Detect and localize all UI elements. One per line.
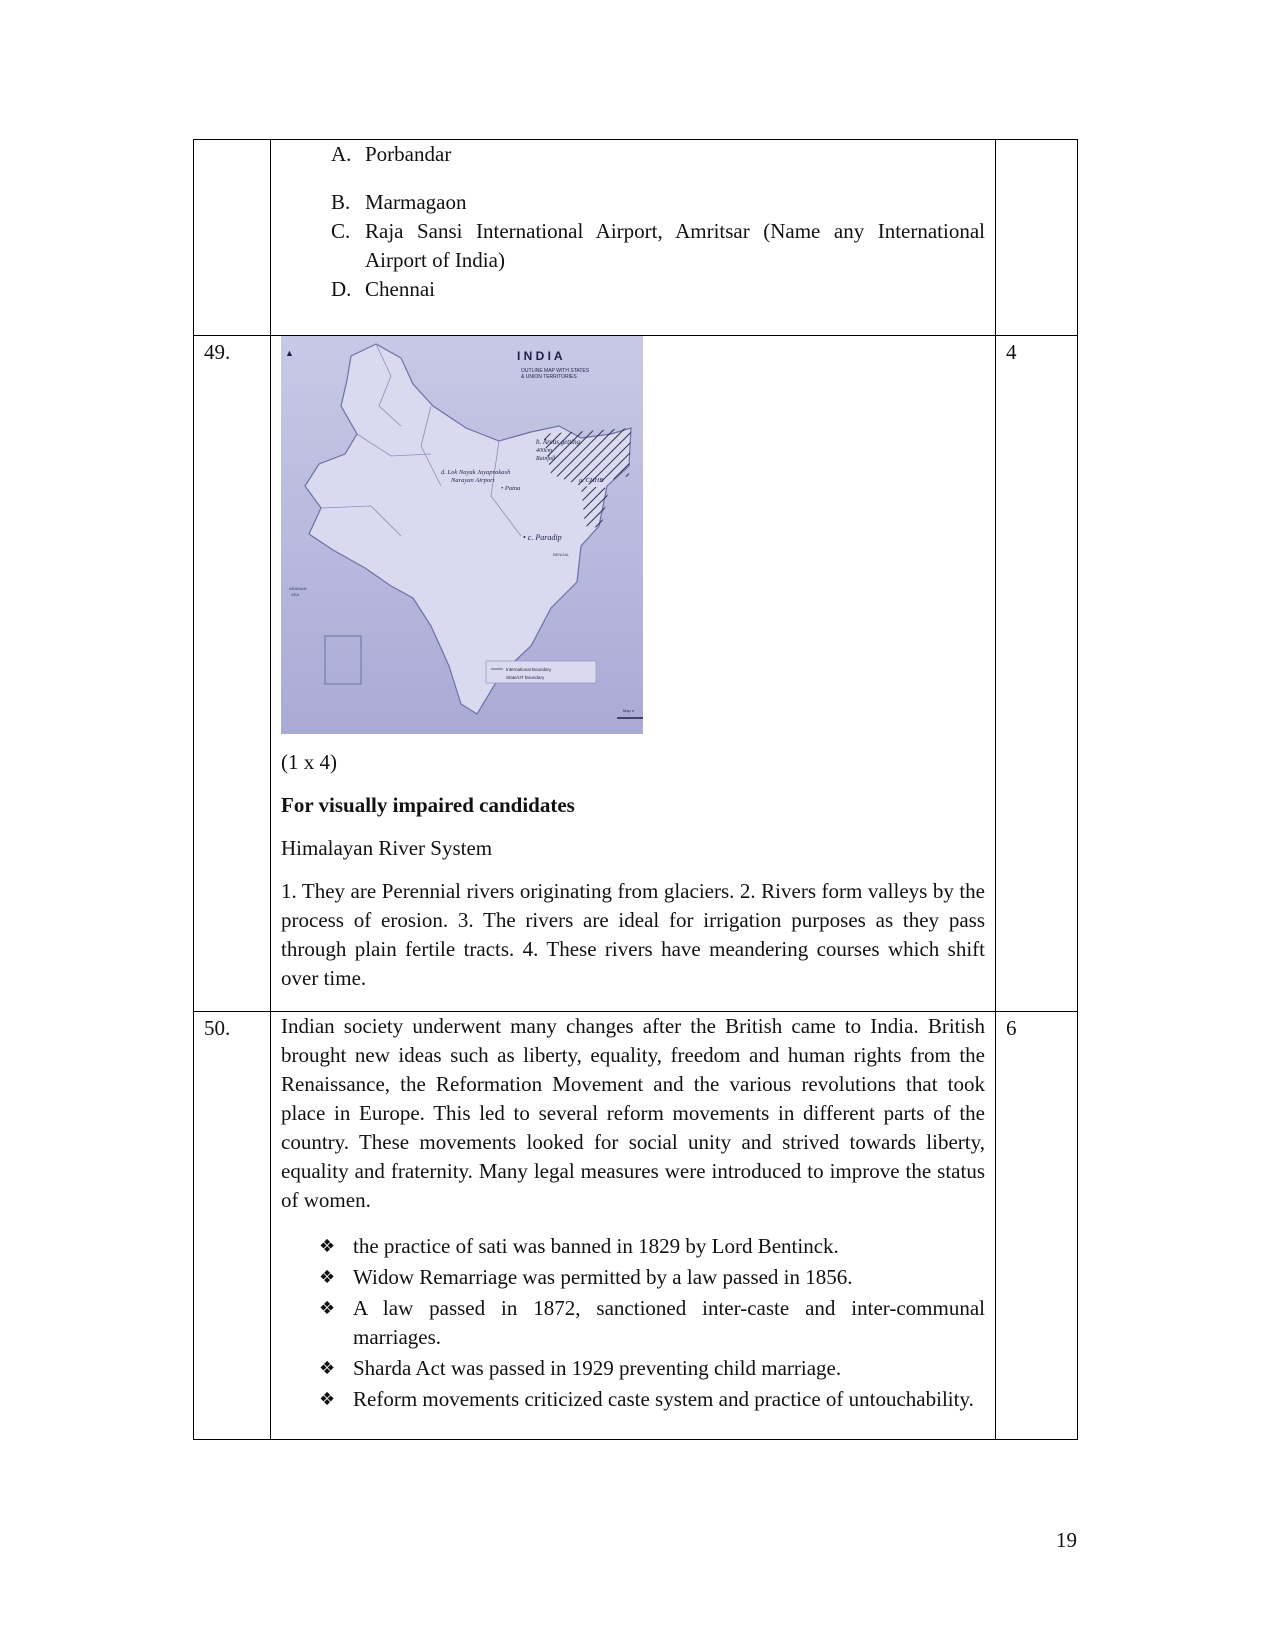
table-row — [194, 140, 1078, 336]
north-arrow-icon: ▲ — [285, 348, 294, 358]
table-row — [194, 1012, 1078, 1440]
list-item: ❖ Sharda Act was passed in 1929 preventing child marriage. — [319, 1356, 842, 1380]
list-item: D. Chennai — [331, 277, 435, 301]
marks: 4 — [996, 336, 1078, 1012]
table-row — [194, 336, 1078, 1012]
svg-text:& UNION TERRITORIES: & UNION TERRITORIES — [521, 374, 577, 380]
list-item: ❖ the practice of sati was banned in 1829 by Lord Bentinck. — [319, 1234, 839, 1258]
vi-heading: For visually impaired candidates — [281, 793, 575, 817]
svg-text:State/UT Boundary: State/UT Boundary — [506, 675, 545, 680]
svg-text:OUTLINE MAP WITH STATES: OUTLINE MAP WITH STATES — [521, 368, 590, 374]
page-number: 19 — [1056, 1528, 1077, 1552]
svg-text:BENGAL: BENGAL — [553, 552, 570, 557]
answer-cell — [271, 1012, 996, 1440]
svg-text:International Boundary: International Boundary — [506, 667, 552, 672]
list-item: ❖ Widow Remarriage was permitted by a law passed in 1856. — [319, 1265, 853, 1289]
svg-text:• Patna: • Patna — [501, 485, 521, 492]
svg-text:• c. Paradip: • c. Paradip — [523, 533, 562, 542]
svg-text:ARABIAN: ARABIAN — [289, 586, 307, 591]
svg-text:d. Lok Nayak Jayaprakash: d. Lok Nayak Jayaprakash — [441, 469, 511, 476]
answer-cell — [271, 140, 996, 336]
list-item: ❖ A law passed in 1872, sanctioned inter-caste and inter-communal marriages. — [319, 1296, 985, 1349]
svg-text:Rainfall: Rainfall — [536, 456, 556, 462]
svg-text:a. CHHB: a. CHHB — [579, 477, 604, 484]
svg-text:b. Areas getting: b. Areas getting — [536, 438, 581, 446]
svg-text:400cm: 400cm — [536, 448, 552, 454]
svg-text:Narayan Airport: Narayan Airport — [451, 477, 495, 484]
mark-allocation: (1 x 4) — [281, 750, 337, 774]
map-title: I N D I A — [517, 349, 563, 363]
vi-topic: Himalayan River System — [281, 836, 493, 860]
answer-cell — [271, 336, 996, 1012]
svg-text:SEA: SEA — [291, 592, 300, 597]
question-number-cell — [194, 140, 271, 336]
question-number: 50. — [194, 1012, 271, 1440]
list-item: ❖ Reform movements criticized caste system and practice of untouchability. — [319, 1387, 974, 1411]
question-number: 49. — [194, 336, 271, 1012]
india-outline-map — [281, 336, 643, 734]
options-list — [281, 140, 985, 304]
marks-cell — [996, 140, 1078, 336]
measures-list — [281, 1232, 985, 1414]
answer-table — [193, 139, 1078, 1440]
list-item: A. Porbandar — [331, 142, 452, 166]
svg-text:Map n: Map n — [623, 708, 635, 713]
list-item: B. Marmagaon — [331, 190, 467, 214]
answer-intro: Indian society underwent many changes after the British came to India. British brought new ideas such as liberty, equality, freedom and human rights from the Renaissance, the Reformation Movement and the various revolutions that took place in Europe. This led to several reform movements in different parts of the country. These movements looked for social unity and strived towards liberty, equality and fraternity. Many legal measures were introduced to improve the status of women. — [281, 1014, 985, 1212]
vi-answer: 1. They are Perennial rivers originating from glaciers. 2. Rivers form valleys by the process of erosion. 3. The rivers are ideal for irrigation purposes as they pass through plain fertile tracts. 4. These rivers have meandering courses which shift over time. — [281, 879, 985, 990]
list-item: C. Raja Sansi International Airport, Amritsar (Name any International Airport of India) — [331, 219, 985, 272]
marks: 6 — [996, 1012, 1078, 1440]
